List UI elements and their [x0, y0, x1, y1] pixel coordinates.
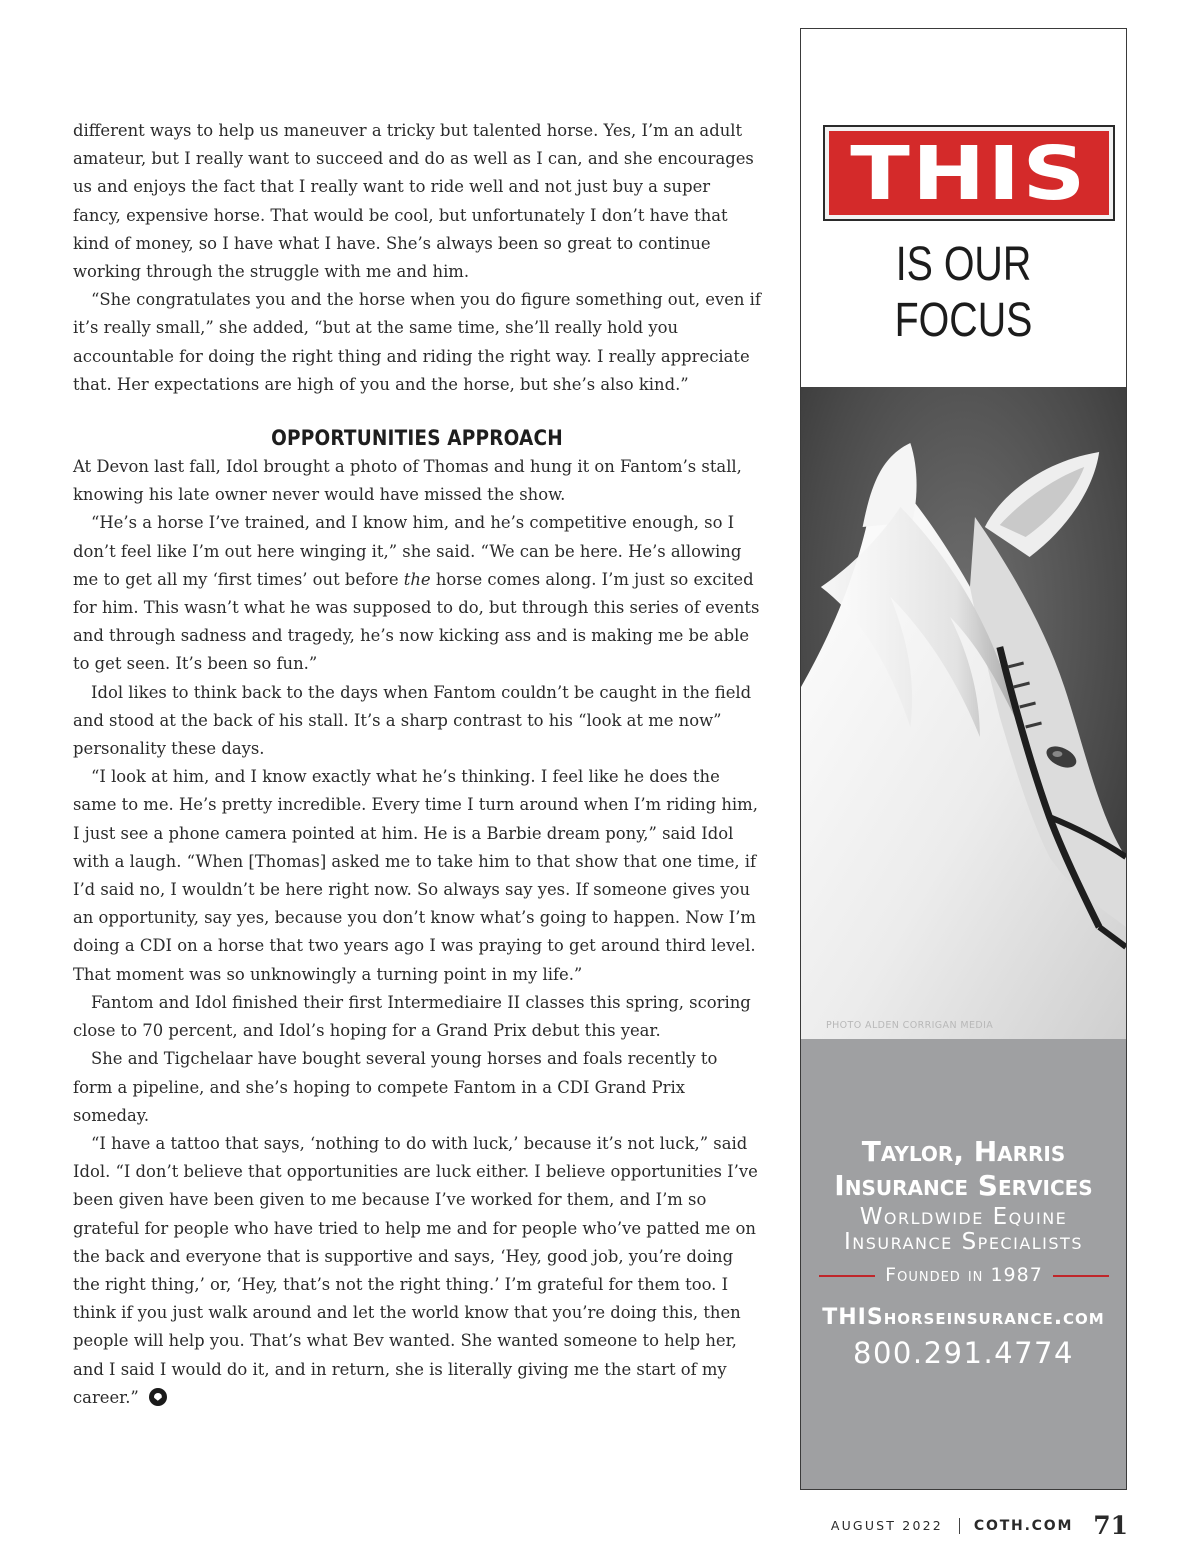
photo-credit: PHOTO ALDEN CORRIGAN MEDIA: [826, 1020, 994, 1031]
website-bold: THIS: [822, 1305, 884, 1330]
horse-photo: [801, 387, 1126, 1039]
page-number: 71: [1093, 1511, 1128, 1540]
ad-contact-panel: [801, 1039, 1126, 1490]
phone-number[interactable]: 800.291.4774: [853, 1336, 1074, 1370]
article-paragraph: Fantom and Idol finished their first Intermediaire II classes this spring, scoring close to 70 percent, and Idol’s hoping for a Grand Prix debut this year.: [73, 992, 751, 1041]
description-line: Insurance Specialists: [843, 1229, 1083, 1255]
text-run: “I have a tattoo that says, ‘nothing to do with luck,’ because it’s not luck,” said Idol. “I don’t believe that opportunities are luck either. I believe opportunities I’ve been given have been given to me because I’ve worked for them, and I’m so grateful for people who have tried to help me and for people who’ve patted me on the back and everyone that is supportive and says, ‘Hey, good job, you’re doing the right thing,’ or, ‘Hey, that’s not the right thing.’ I’m grateful for them too. I think if you just walk around and let the world know that you’re doing this, then people will help you. That’s what Bev wanted. She wanted someone to help her, and I said I would do it, and in return, she is literally giving me the start of my career.”: [73, 1133, 758, 1407]
website-link[interactable]: [801, 1303, 1126, 1333]
article-paragraph: “I look at him, and I know exactly what he’s thinking. I feel like he does the same to me. He’s pretty incredible. Every time I turn around when I’m riding him, I just see a phone camera pointed at him. He is a Barbie dream pony,” said Idol with a laugh. “When [Thomas] asked me to take him to that show that one time, if I’d said no, I wouldn’t be here right now. So always say yes. If someone gives you an opportunity, say yes, because you don’t know what’s going to happen. Now I’m doing a CDI on a horse that two years ago I was praying to get around third level. That moment was so unknowingly a turning point in my life.”: [73, 767, 758, 984]
website-rest: horseinsurance.com: [883, 1305, 1105, 1330]
ad-headline: THIS: [850, 131, 1088, 217]
this-logo-box: [825, 127, 1113, 219]
ad-tagline: IS OUR FOCUS: [894, 238, 1033, 347]
text-run: “He’s a horse I’ve trained, and I know him, and he’s competitive enough, so I don’t feel like I’m out here winging it,” she said. “We can be here. He’s allowing me to get all my ‘first times’ out before: [73, 513, 742, 589]
company-name-line: Insurance Services: [834, 1169, 1093, 1202]
footer-divider: [959, 1518, 960, 1534]
article-paragraph: At Devon last fall, Idol brought a photo of Thomas and hung it on Fantom’s stall, knowing his late owner never would have missed the show.: [73, 457, 742, 505]
article-paragraph: [73, 1130, 761, 1412]
italic-text: the: [403, 569, 431, 589]
article-paragraph: different ways to help us maneuver a tricky but talented horse. Yes, I’m an adult amateur, but I really want to succeed and do as well as I can, and she encourages us and enjoys the fact that I really want to ride well and not just buy a super fancy, expensive horse. That would be cool, but unfortunately I don’t have that kind of money, so I have what I have. She’s always been so great to continue working through the struggle with me and him.: [73, 121, 754, 282]
coth-end-mark-icon: [149, 1388, 167, 1406]
company-description: [801, 1205, 1126, 1255]
insurance-advertisement[interactable]: [800, 28, 1127, 1490]
page-footer: [831, 1511, 1128, 1543]
divider-line: [1053, 1275, 1109, 1277]
company-name: [801, 1135, 1126, 1203]
description-line: Worldwide Equine: [859, 1204, 1068, 1230]
article-paragraph: She and Tigchelaar have bought several young horses and foals recently to form a pipeline, and she’s hoping to compete Fantom in a CDI Grand Prix someday.: [73, 1049, 718, 1125]
text-run: horse comes along. I’m just so excited for him. This wasn’t what he was supposed to do, but through this series of events and through sadness and tragedy, he’s now kicking ass and is making me be able to get seen. It’s been so fun.”: [73, 569, 760, 674]
article-paragraph: “She congratulates you and the horse when you do figure something out, even if it’s really small,” she added, “but at the same time, she’ll really hold you accountable for doing the right thing and riding the right way. I really appreciate that. Her expectations are high of you and the horse, but she’s also kind.”: [73, 290, 761, 394]
founded-row: [819, 1263, 1109, 1287]
section-heading: OPPORTUNITIES APPROACH: [271, 426, 563, 451]
article-paragraph: [73, 509, 761, 678]
company-name-line: Taylor, Harris: [861, 1135, 1066, 1168]
issue-date: AUGUST 2022: [830, 1518, 943, 1533]
footer-site-link[interactable]: COTH.COM: [973, 1517, 1074, 1534]
founded-text: Founded in 1987: [885, 1264, 1043, 1286]
ad-headline-area: [801, 29, 1126, 387]
article-paragraph: Idol likes to think back to the days when Fantom couldn’t be caught in the field and stood at the back of his stall. It’s a sharp contrast to his “look at me now” personality these days.: [73, 682, 752, 759]
article-body: [73, 117, 761, 1412]
